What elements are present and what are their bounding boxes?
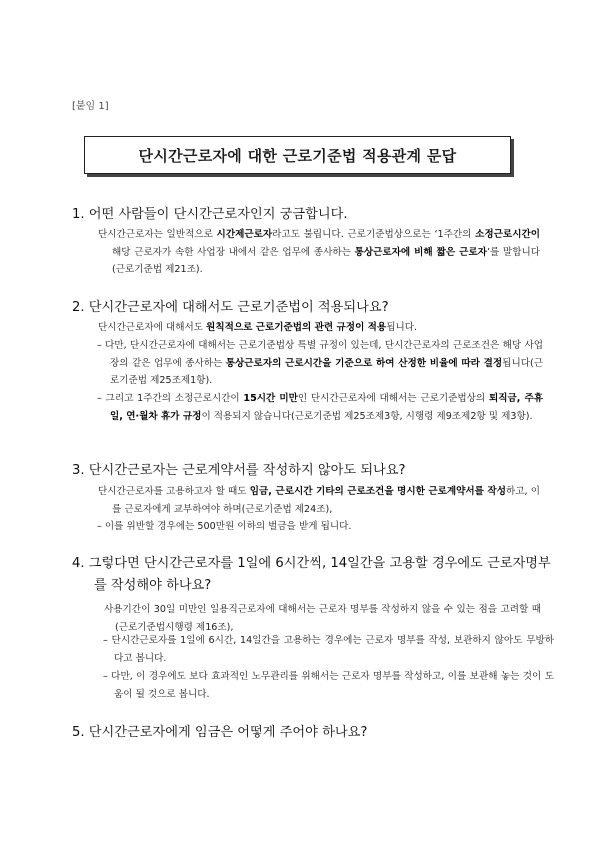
answer-2-bullet-2: – 그리고 1주간의 소정근로시간이 15시간 미만인 단시간근로자에 대해서는 근로기준법상의 퇴직금, 주휴일, 연·월차 휴가 규정이 적용되지 않습니다(근로기준법 제25조제3항, 시행령 제9조제2항 및 제3항). <box>97 393 543 422</box>
answer-4-bullet-1: – 단시간근로자를 1일에 6시간, 14일간을 고용하는 경우에는 근로자 명부를 작성, 보관하지 않아도 무방하다고 봅니다. <box>103 635 554 664</box>
answer-2-intro: 단시간근로자에 대해서도 원칙적으로 근로기준법의 관련 규정이 적용됩니다. <box>98 322 418 333</box>
document-title: 단시간근로자에 대한 근로기준법 적용관계 문답 <box>138 146 457 165</box>
answer-3-intro: 단시간근로자를 고용하고자 할 때도 임금, 근로시간 기타의 근로조건을 명시한 근로계약서를 작성하고, 이를 근로자에게 교부하여야 하며(근로기준법 제24조), <box>98 486 541 515</box>
question-4: 4. 그렇다면 단시간근로자를 1일에 6시간씩, 14일간을 고용할 경우에도 근로자명부를 작성해야 하나요? <box>72 556 551 593</box>
answer-3-bullet-1: – 이를 위반할 경우에는 500만원 이하의 벌금을 받게 됩니다. <box>97 521 352 532</box>
attachment-label: [붙임 1] <box>72 101 109 112</box>
answer-4-bullet-2: – 다만, 이 경우에도 보다 효과적인 노무관리를 위해서는 근로자 명부를 작성하고, 이를 보관해 놓는 것이 도움이 될 것으로 봅니다. <box>103 671 554 700</box>
answer-2-bullet-1: – 다만, 단시간근로자에 대해서는 근로기준법상 특별 규정이 있는데, 단시간근로자의 근로조건은 해당 사업장의 같은 업무에 종사하는 통상근로자의 근로시간을 기준으로 하여 산정한 비율에 따라 결정됩니다(근로기준법 제25조제1항). <box>97 340 543 386</box>
question-5: 5. 단시간근로자에게 임금은 어떻게 주어야 하나요? <box>72 725 368 740</box>
answer-4-intro: 사용기간이 30일 미만인 일용직근로자에 대해서는 근로자 명부를 작성하지 않을 수 있는 점을 고려할 때(근로기준법시행령 제16조), <box>104 604 541 633</box>
answer-1: 단시간근로자는 일반적으로 시간제근로자라고도 불립니다. 근로기준법상으로는 ‘1주간의 소정근로시간이 해당 근로자가 속한 사업장 내에서 같은 업무에 종사하는 통상근로자에 비해 짧은 근로자’를 말합니다(근로기준법 제21조). <box>98 229 540 275</box>
document-title-box <box>84 136 511 174</box>
question-3: 3. 단시간근로자는 근로계약서를 작성하지 않아도 되나요? <box>72 463 406 478</box>
question-1: 1. 어떤 사람들이 단시간근로자인지 궁금합니다. <box>72 207 348 222</box>
question-2: 2. 단시간근로자에 대해서도 근로기준법이 적용되나요? <box>72 300 389 315</box>
